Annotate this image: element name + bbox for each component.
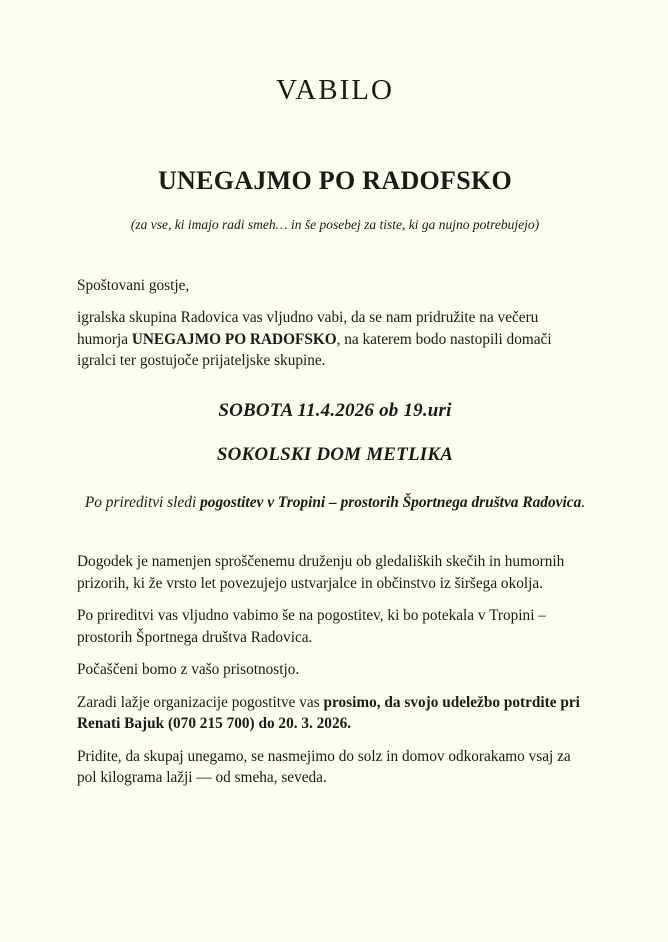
rsvp-prefix: Zaradi lažje organizacije pogostitve vas	[77, 693, 324, 711]
catering-highlight: pogostitev v Tropini – prostorih Športnega društva Radovica	[200, 494, 582, 512]
intro-text-part1: igralska skupina Radovica vas vljudno vabi, da se nam pridružite na večeru humorja	[77, 309, 539, 348]
catering-suffix: .	[581, 494, 586, 512]
paragraph-catering: Po prireditvi vas vljudno vabimo še na pogostitev, ki bo potekala v Tropini – prostorih Športnega društva Radovica.	[77, 607, 546, 646]
event-venue: SOKOLSKI DOM METLIKA	[216, 444, 454, 466]
paragraph-rsvp	[77, 692, 593, 735]
content-column	[77, 0, 593, 789]
intro-paragraph	[77, 307, 593, 372]
intro-event-name: UNEGAJMO PO RADOFSKO	[131, 330, 337, 348]
paragraph-purpose: Dogodek je namenjen sproščenemu druženju ob gledaliških skečih in humornih prizorih, ki že vrsto let povezujejo ustvarjalce in občinstvo iz širšega okolja.	[77, 553, 565, 592]
paragraph-closing: Pridite, da skupaj unegamo, se nasmejimo do solz in domov odkorakamo vsaj za pol kilograma lažji — od smeha, seveda.	[77, 747, 571, 787]
event-date-time: SOBOTA 11.4.2026 ob 19.uri	[218, 399, 452, 421]
catering-prefix: Po prireditvi sledi	[84, 494, 201, 512]
intro-text-part2: , na katerem bodo nastopili domači igralci ter gostujoče prijateljske skupine.	[77, 330, 552, 370]
event-title: UNEGAJMO PO RADOFSKO	[157, 165, 513, 195]
page-title: VABILO	[276, 74, 394, 106]
body-block	[77, 513, 593, 789]
event-details-block	[77, 372, 593, 514]
catering-note	[77, 493, 593, 513]
event-subtitle: (za vse, ki imajo radi smeh… in še posebej za tiste, ki ga nujno potrebujejo)	[130, 217, 540, 233]
rsvp-contact: prosimo, da svojo udeležbo potrdite pri Renati Bajuk (070 215 700) do 20. 3. 2026.	[77, 693, 580, 733]
paragraph-honour: Počaščeni bomo z vašo prisotnostjo.	[77, 661, 300, 679]
salutation: Spoštovani gostje,	[77, 276, 190, 294]
intro-block	[77, 234, 593, 372]
